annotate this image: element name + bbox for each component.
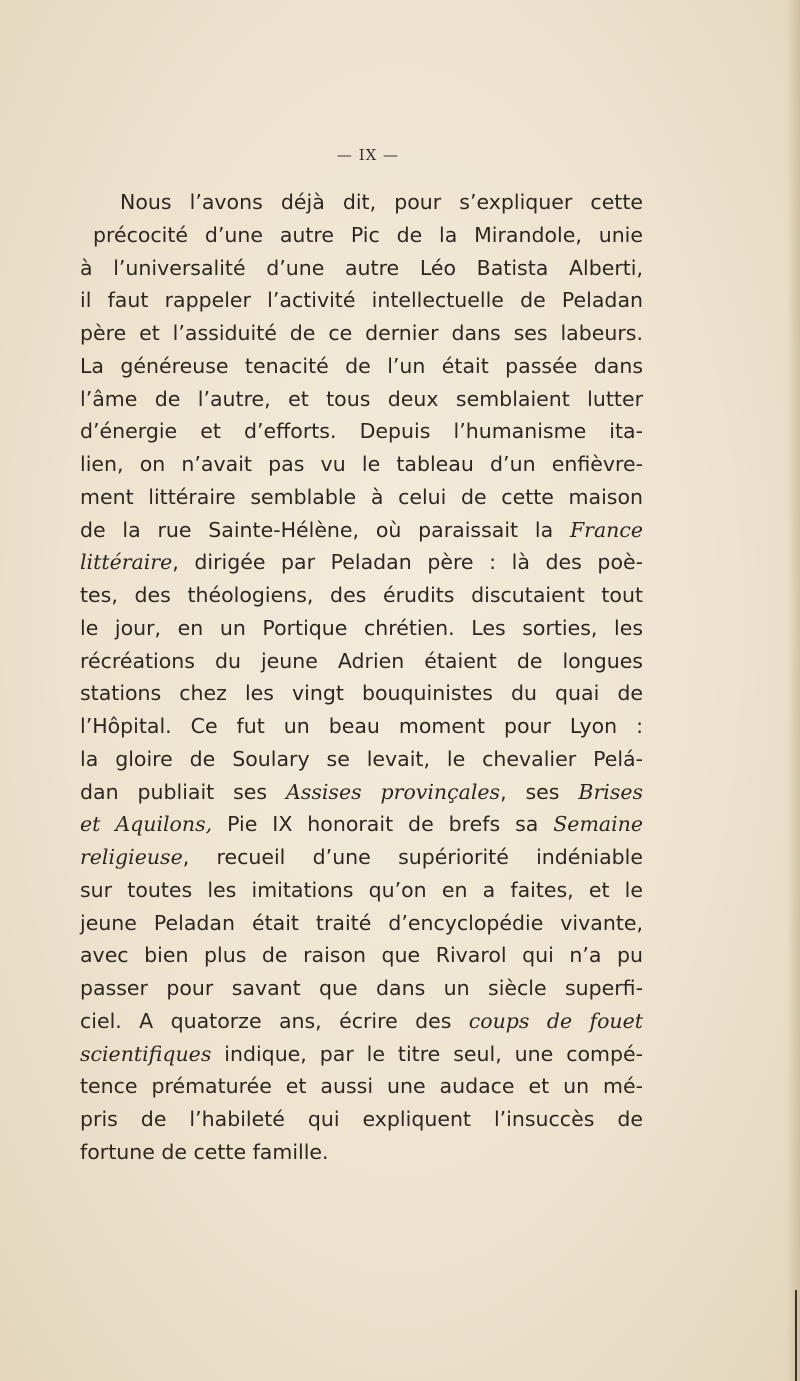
text-segment: sur toutes les imitations qu’on en a faites, et le (80, 877, 643, 902)
text-segment: la gloire de Soulary se levait, le chevalier Pelá- (80, 746, 643, 771)
text-segment: ciel. A quatorze ans, écrire des (80, 1008, 469, 1033)
text-line (80, 874, 643, 907)
text-line (80, 383, 643, 416)
text-segment: avec bien plus de raison que Rivarol qui n’a pu (80, 943, 643, 968)
page-number: — IX — (336, 146, 400, 164)
text-segment: d’énergie et d’efforts. Depuis l’humanisme ita- (80, 419, 643, 444)
page-edge-line (795, 1290, 797, 1381)
text-segment: Nous l’avons déjà dit, pour s’expliquer cette (120, 190, 643, 214)
text-segment: il faut rappeler l’activité intellectuelle de Peladan (80, 288, 643, 313)
text-segment: l’âme de l’autre, et tous deux semblaient lutter (80, 386, 643, 411)
text-segment: le jour, en un Portique chrétien. Les sorties, les (80, 615, 643, 640)
text-line (120, 186, 643, 219)
text-line (80, 972, 643, 1005)
text-segment: fortune de cette famille. (80, 1139, 329, 1164)
text-segment: lien, on n’avait pas vu le tableau d’un enfièvre- (80, 452, 643, 476)
italic-text: Semaine (553, 812, 643, 837)
text-line (80, 1103, 643, 1136)
text-segment: précocité d’une autre Pic de la Mirandole, unie (93, 222, 643, 247)
italic-text: religieuse (80, 845, 183, 869)
text-segment: à l’universalité d’une autre Léo Batista Alberti, (80, 255, 643, 280)
italic-text: littéraire (80, 550, 173, 575)
text-line (80, 579, 643, 612)
text-segment: passer pour savant que dans un siècle superfi- (80, 976, 643, 1000)
text-segment: récréations du jeune Adrien étaient de longues (80, 648, 643, 673)
page-edge-shadow (786, 0, 800, 1381)
italic-text: Brises (578, 779, 644, 804)
text-line (80, 808, 643, 841)
text-segment: l’Hôpital. Ce fut un beau moment pour Lyon : (80, 714, 643, 738)
text-line (80, 546, 643, 579)
text-line (80, 415, 643, 448)
text-segment: pris de l’habileté qui expliquent l’insuccès de (80, 1107, 643, 1131)
text-line (80, 284, 643, 317)
text-segment: tence prématurée et aussi une audace et un mé- (80, 1074, 643, 1099)
text-line (80, 252, 643, 285)
text-segment: dan publiait ses (80, 779, 287, 804)
text-segment: indique, par le titre seul, une compé- (211, 1041, 643, 1066)
text-line (80, 645, 643, 678)
italic-text: France (569, 517, 643, 542)
text-segment: ment littéraire semblable à celui de cette maison (80, 484, 643, 509)
text-line (80, 1005, 643, 1038)
italic-text: scientifiques (80, 1041, 212, 1066)
text-line (80, 1038, 643, 1071)
text-segment: jeune Peladan était traité d’encyclopédie vivante, (80, 910, 643, 935)
text-line (80, 481, 643, 514)
text-line (93, 219, 643, 252)
text-segment: de la rue Sainte-Hélène, où paraissait la (80, 517, 570, 542)
text-line (80, 612, 643, 645)
text-line (80, 350, 643, 383)
italic-text: Assises provinçales (286, 779, 501, 804)
text-line (80, 743, 643, 776)
text-line (80, 776, 643, 809)
italic-text: coups de fouet (468, 1008, 643, 1033)
text-line (80, 514, 643, 547)
text-segment: stations chez les vingt bouquinistes du quai de (80, 681, 643, 706)
text-line (80, 677, 643, 710)
text-line (80, 1136, 329, 1169)
text-segment: , ses (500, 779, 579, 804)
text-segment: , dirigée par Peladan père : là des poè- (172, 550, 643, 575)
italic-text: et Aquilons, (80, 812, 213, 837)
text-segment: père et l’assiduité de ce dernier dans ses labeurs. (80, 321, 643, 345)
text-line (80, 907, 643, 940)
text-line (80, 448, 643, 481)
text-segment: , recueil d’une supériorité indéniable (182, 845, 643, 869)
text-segment: tes, des théologiens, des érudits discutaient tout (80, 583, 643, 607)
text-line (80, 1070, 643, 1103)
text-segment: Pie IX honorait de brefs sa (212, 812, 554, 837)
text-line (80, 710, 643, 743)
text-line (80, 317, 643, 350)
text-segment: La généreuse tenacité de l’un était passée dans (80, 353, 643, 378)
text-line (80, 939, 643, 972)
text-line (80, 841, 643, 874)
